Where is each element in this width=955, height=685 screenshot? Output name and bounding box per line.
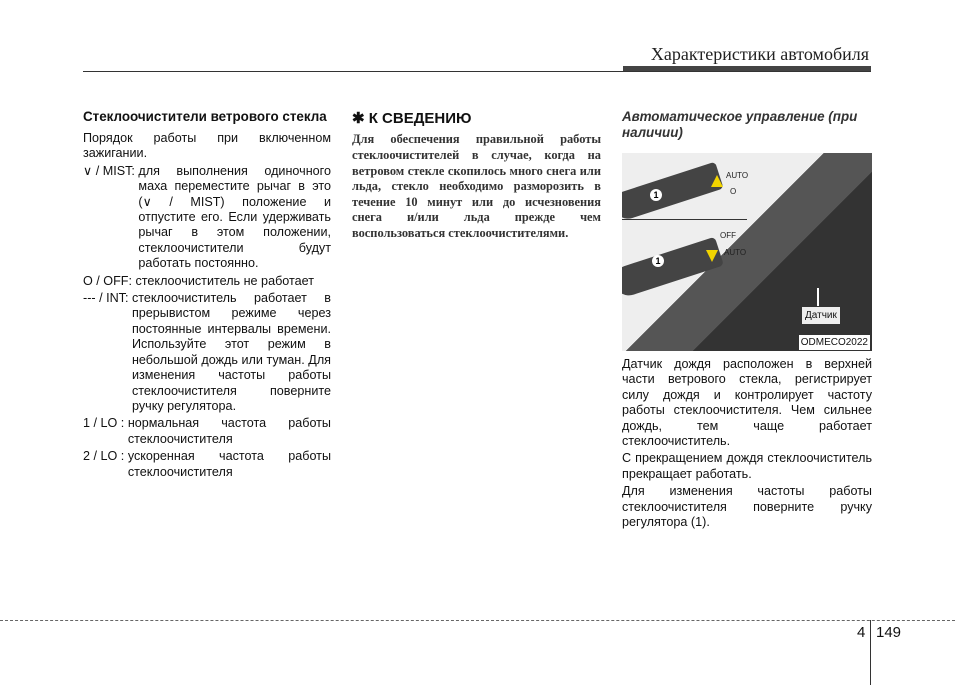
paragraph: Датчик дождя расположен в верхней части ветрового стекла, регистрирует силу дождя и контролирует частоту работы стеклоочистителя. Чем сильнее дождь, тем чаще работает стеклоочиститель. [622,357,872,449]
footer-divider [870,620,871,685]
wiper-sensor-illustration [622,153,872,351]
figure-label: AUTO [724,248,747,257]
note-text: Для обеспечения правильной работы стеклоочистителей в случае, когда на ветровом стекле скопилось много снега или льда, стекло необходимо разморозить в течение 10 минут или до исчезновения снега и/или льда прежде чем воспользоваться стеклоочистителями. [352,132,601,240]
running-header-title: Характеристики автомобиля [650,44,869,64]
mode-desc: для выполнения одиночного маха переместите рычаг в это (∨ / MIST) положение и отпустите его. Если удерживать рычаг в этом положении, стеклоочистители будут работать постоянно. [138,163,331,271]
mode-item [83,449,331,480]
dial-marker: 1 [652,255,664,267]
figure-label: OFF [720,231,736,240]
arrow-down-icon [706,250,718,262]
figure-label: AUTO [726,171,749,180]
header-rule [83,71,871,72]
figure-code: ODMECO2022 [799,335,870,350]
intro-text: Порядок работы при включенном зажигании. [83,131,331,161]
note-heading: ✱ К СВЕДЕНИЮ [352,110,472,127]
middle-column [352,109,601,242]
sensor-label: Датчик [802,307,840,324]
mode-item [83,274,331,289]
mode-term: ∨ / MIST: [83,163,139,178]
mode-desc: ускоренная частота работы стеклоочистителя [127,449,331,479]
mode-item [83,291,331,414]
section-heading: Стеклоочистители ветрового стекла [83,109,327,124]
mode-desc: стеклоочиститель не работает [135,273,314,288]
right-column [622,109,872,532]
mode-item [83,164,331,272]
footer-rule [0,620,955,621]
mode-desc: нормальная частота работы стеклоочистителя [127,416,331,446]
mode-term: --- / INT: [83,291,132,306]
paragraph: С прекращением дождя стеклоочиститель прекращает работать. [622,451,872,481]
section-number: 4 [857,624,866,641]
figure-label: O [730,187,737,196]
page-number: 149 [876,624,902,641]
dial-marker: 1 [650,189,662,201]
mode-term: 1 / LO : [83,416,128,431]
mode-term: 2 / LO : [83,449,128,464]
section-heading: Автоматическое управление (при наличии) [622,109,858,140]
mode-item [83,416,331,447]
wiper-lever-image [622,162,724,223]
paragraph: Для изменения частоты работы стеклоочистителя поверните ручку регулятора (1). [622,484,872,530]
left-column [83,109,331,482]
arrow-up-icon [711,175,723,187]
mode-term: O / OFF: [83,273,136,288]
wiper-lever-image [622,237,724,300]
mode-desc: стеклоочиститель работает в прерывистом режиме через постоянные интервалы времени. Используйте этот режим в небольшой дождь или туман. Для изменения частоты работы стеклоочистителя поверните ручку регулятора. [131,291,331,413]
